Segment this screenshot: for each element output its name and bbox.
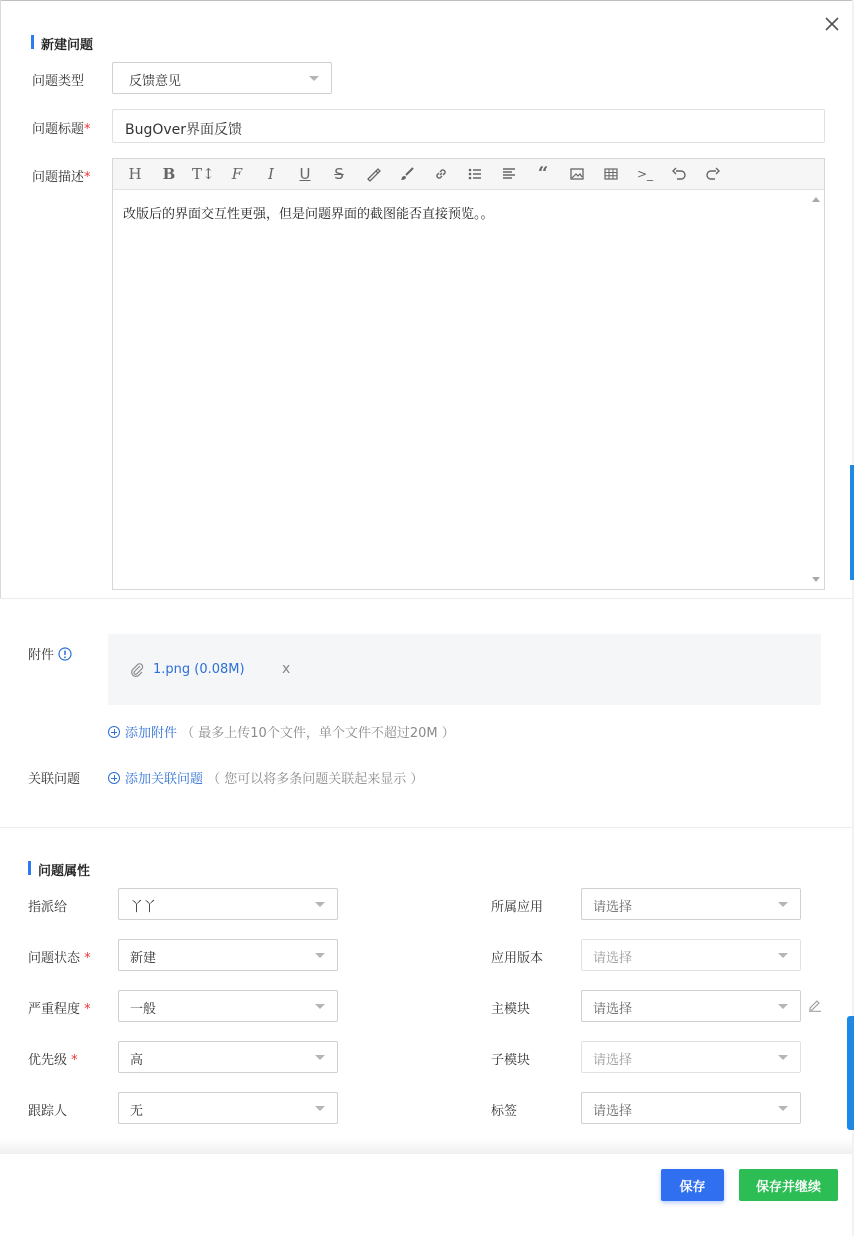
required-mark: * [71, 1053, 78, 1068]
severity-select[interactable] [118, 990, 338, 1022]
list-icon[interactable] [464, 164, 486, 184]
left-border [0, 0, 1, 598]
attachment-label-text: 附件 [28, 648, 55, 663]
status-label-text: 问题状态 [28, 951, 81, 966]
issue-title-label-text: 问题标题 [32, 122, 85, 137]
align-icon[interactable] [498, 164, 520, 184]
highlighter-icon[interactable] [362, 164, 384, 184]
chevron-down-icon [315, 1004, 325, 1009]
chevron-down-icon [778, 1055, 788, 1060]
italic-icon[interactable]: I [268, 165, 274, 183]
add-related-link[interactable]: 添加关联问题 [125, 772, 204, 787]
chevron-down-icon [778, 902, 788, 907]
section-title-properties: 问题属性 [28, 860, 90, 879]
paperclip-icon [130, 662, 144, 682]
app-select[interactable] [581, 888, 801, 920]
chevron-down-icon [778, 1106, 788, 1111]
divider [0, 827, 854, 828]
issue-type-value: 反馈意见 [129, 74, 182, 89]
tag-select[interactable] [581, 1092, 801, 1124]
table-icon[interactable] [600, 164, 622, 184]
link-icon[interactable] [430, 164, 452, 184]
heading-icon[interactable]: H [128, 165, 142, 183]
save-and-continue-button[interactable]: 保存并继续 [739, 1169, 838, 1201]
attachment-hint: （ 最多上传10个文件，单个文件不超过20M ） [181, 726, 455, 741]
assignee-value: 丫丫 [130, 900, 157, 915]
priority-label [28, 1049, 78, 1068]
description-text: 改版后的界面交互性更强，但是问题界面的截图能否直接预览。。 [123, 207, 494, 222]
quote-icon[interactable]: “ [537, 163, 549, 184]
chevron-down-icon [315, 1106, 325, 1111]
version-value: 请选择 [593, 951, 633, 966]
status-label [28, 947, 91, 966]
add-related-row [108, 768, 423, 787]
add-attachment-row [108, 722, 455, 741]
required-mark: * [84, 170, 91, 185]
required-mark: * [84, 122, 91, 137]
add-attachment-link[interactable]: 添加附件 [125, 726, 178, 741]
severity-value: 一般 [130, 1002, 157, 1017]
version-select[interactable] [581, 939, 801, 971]
chevron-down-icon [778, 1004, 788, 1009]
close-icon[interactable] [820, 12, 844, 36]
issue-title-input[interactable] [112, 109, 825, 143]
issue-desc-label-text: 问题描述 [32, 170, 85, 185]
info-icon [58, 647, 72, 661]
save-button[interactable]: 保存 [661, 1169, 724, 1201]
bold-icon[interactable]: B [162, 165, 176, 183]
font-icon[interactable]: F [231, 165, 243, 183]
status-select[interactable] [118, 939, 338, 971]
underline-icon[interactable]: U [299, 165, 311, 183]
status-value: 新建 [130, 951, 157, 966]
submodule-value: 请选择 [593, 1053, 633, 1068]
editor-scrollbar[interactable] [808, 190, 824, 589]
submodule-label: 子模块 [491, 1053, 531, 1068]
code-icon[interactable]: >_ [636, 167, 654, 181]
divider [0, 598, 854, 599]
top-border [0, 0, 854, 1]
app-value: 请选择 [593, 900, 633, 915]
priority-value: 高 [130, 1053, 144, 1068]
issue-type-label: 问题类型 [32, 74, 85, 89]
tracker-value: 无 [130, 1104, 144, 1119]
attachment-list [108, 634, 821, 705]
tracker-label: 跟踪人 [28, 1104, 68, 1119]
tracker-select[interactable] [118, 1092, 338, 1124]
related-issues-label: 关联问题 [28, 772, 81, 787]
priority-select[interactable] [118, 1041, 338, 1073]
module-select[interactable] [581, 990, 801, 1022]
brush-icon[interactable] [396, 164, 418, 184]
module-label: 主模块 [491, 1002, 531, 1017]
text-size-icon[interactable]: T↕ [192, 165, 215, 183]
assignee-label: 指派给 [28, 900, 68, 915]
add-circle-icon [108, 726, 120, 738]
scroll-up-icon[interactable] [812, 197, 820, 202]
attachment-label [28, 644, 72, 663]
issue-type-select[interactable] [112, 62, 332, 94]
severity-label [28, 998, 91, 1017]
section-title-new-issue: 新建问题 [31, 34, 93, 53]
chevron-down-icon [315, 1055, 325, 1060]
image-icon[interactable] [566, 164, 588, 184]
tag-label: 标签 [491, 1104, 518, 1119]
required-mark: * [84, 951, 91, 966]
app-label: 所属应用 [491, 900, 544, 915]
chevron-down-icon [315, 902, 325, 907]
chevron-down-icon [778, 953, 788, 958]
edit-icon[interactable] [808, 998, 822, 1016]
description-editor[interactable] [112, 158, 825, 590]
chevron-down-icon [309, 76, 319, 81]
side-feedback-tab[interactable] [847, 1016, 854, 1130]
strikethrough-icon[interactable]: S [334, 165, 344, 183]
editor-toolbar [113, 159, 824, 190]
submodule-select[interactable] [581, 1041, 801, 1073]
issue-title-label [32, 118, 91, 137]
version-label: 应用版本 [491, 951, 544, 966]
side-scroll-indicator [850, 465, 854, 580]
priority-label-text: 优先级 [28, 1053, 68, 1068]
assignee-select[interactable] [118, 888, 338, 920]
footer-shadow [0, 1138, 852, 1154]
remove-attachment-button[interactable]: x [282, 661, 291, 677]
redo-icon[interactable] [702, 164, 724, 184]
scroll-down-icon[interactable] [812, 577, 820, 582]
required-mark: * [84, 1002, 91, 1017]
add-circle-icon [108, 772, 120, 784]
related-hint: （ 您可以将多条问题关联起来显示 ） [207, 772, 424, 787]
module-value: 请选择 [593, 1002, 633, 1017]
severity-label-text: 严重程度 [28, 1002, 81, 1017]
attachment-file-link[interactable]: 1.png (0.08M) [153, 662, 245, 677]
issue-title-value: BugOver界面反馈 [125, 122, 243, 138]
tag-value: 请选择 [593, 1104, 633, 1119]
issue-desc-label [32, 166, 91, 185]
chevron-down-icon [315, 953, 325, 958]
undo-icon[interactable] [668, 164, 690, 184]
